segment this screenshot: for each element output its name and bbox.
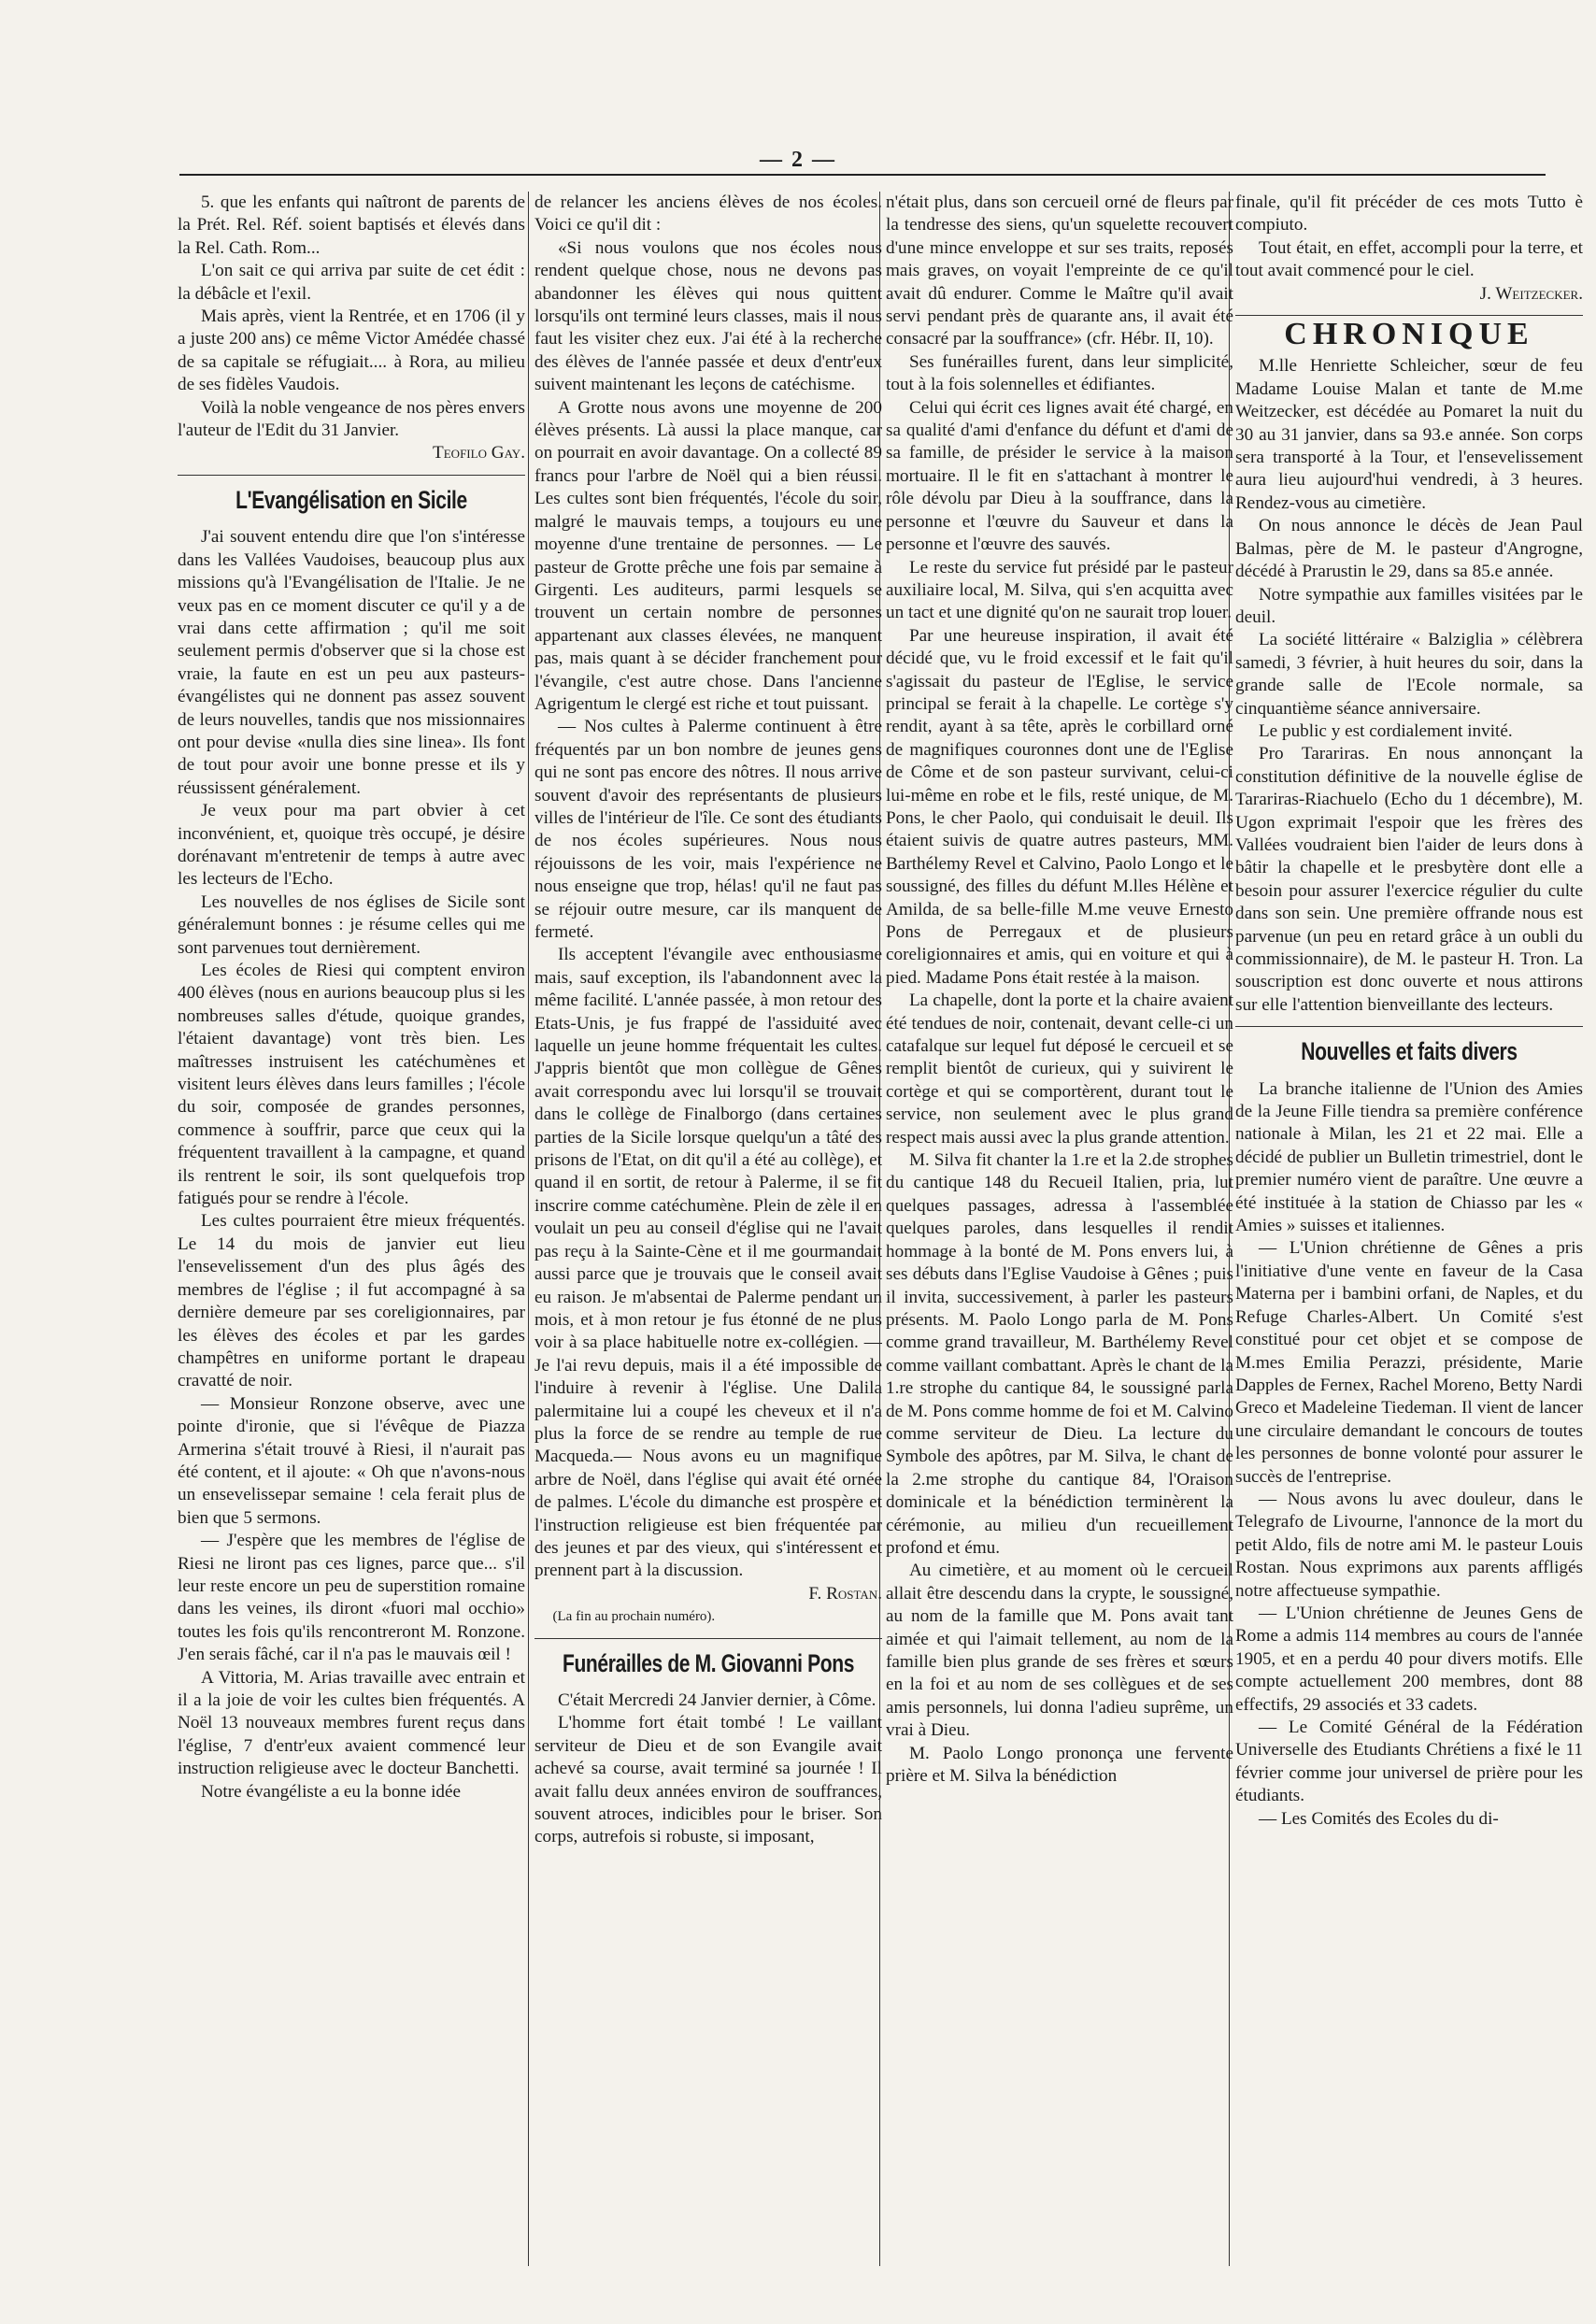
paragraph: Notre évangéliste a eu la bonne idée xyxy=(200,1781,462,1802)
paragraph: Les cultes pourraient être mieux fréquentés. Le 14 du mois de janvier eut lieu l'ensevelissement d'un des plus âgés des membres de l'église ; il fut accompagné à sa dernière demeure par ses coreligionnaires, par les élèves des écoles et par les gardes champêtres en uniforme portant le drapeau cravatté de noir. xyxy=(178,1211,525,1391)
paragraph: Par une heureuse inspiration, il avait été décidé que, vu le froid excessif et le fait qu'il s'agissait du pasteur de l'Eglise, le service principal se ferait à la chapelle. Le cortège s'y rendit, ayant à sa tête, après le corbillard orné de magnifiques couronnes dont une de l'Eglise de Côme et de son pasteur survivant, celui-ci lui-même en robe et le fils, resté unique, de M. Pons, le cher Paolo, qui conduisait le deuil. Ils étaient suivis de quatre autres pasteurs, MM. Barthélemy Revel et Calvino, Paolo Longo et le soussigné, des filles du défunt M.lles Hélène et Amilda, de sa belle-fille M.me veuve Ernesto Pons de Perregaux et de plusieurs coreligionnaires et amis, qui en voiture et qui à pied. Madame Pons était restée à la maison. xyxy=(886,625,1233,988)
paragraph: Pro Tarariras. En nous annonçant la constitution définitive de la nouvelle église de Tarariras-Riachuelo (Echo du 1 décembre), M. Ugon exprimait l'espoir que les frères des Vallées voudraient bien l'aider de leurs dons à bâtir la chapelle et le presbytère dont elle a besoin pour assurer l'exercice régulier du culte dans son sein. Une première offrande nous est parvenue (un peu en retard grâce à un oubli du commissionnaire), de M. le pasteur H. Tron. La souscription est donc ouverte et nous attirons sur elle l'attention bienveillante des lecteurs. xyxy=(1235,744,1583,1015)
paragraph: La chapelle, dont la porte et la chaire avaient été tendues de noir, contenait, devant celle-ci un catafalque sur lequel fut déposé le cercueil et se remplit bientôt de curieux, qui y suivirent le cortège et qui se comportèrent, durant tout le service, non seulement avec le plus grand respect mais aussi avec la plus grande attention. xyxy=(886,991,1233,1148)
paragraph: 5. que les enfants qui naîtront de parents de la Prét. Rel. Réf. soient baptisés et élevés dans la Rel. Cath. Rom... xyxy=(178,192,525,258)
paragraph: Les nouvelles de nos églises de Sicile sont généralemunt bonnes : je résume celles qui me sont parvenues tout dernièrement. xyxy=(178,891,525,958)
paragraph: M.lle Henriette Schleicher, sœur de feu Madame Louise Malan et tante de M.me Weitzecker, est décédée au Pomaret la nuit du 30 au 31 janvier, dans sa 93.e année. Son corps sera transporté à la Tour, et l'ensevelissement aura lieu aujourd'hui vendredi, à 3 heures. Rendez-vous au cimetière. xyxy=(1235,356,1583,513)
paragraph: Au cimetière, et au moment où le cercueil allait être descendu dans la crypte, le soussigné, au nom de la famille que M. Pons avait tant aimée et qui l'aimait tellement, au nom de la famille bien plus grande de ses frères et sœurs en la foi et au nom de ses collègues et de ses amis personnels, lui donna l'adieu suprême, un vrai à Dieu. xyxy=(886,1561,1233,1741)
page-number: — 2 — xyxy=(760,148,836,172)
paragraph: A Vittoria, M. Arias travaille avec entrain et il a la joie de voir les cultes bien fréquentés. A Noël 13 nouveaux membres furent reçus dans l'église, 7 d'entr'eux avaient commencé leur instruction religieuse avec le docteur Banchetti. xyxy=(178,1667,525,1779)
paragraph: Je veux pour ma part obvier à cet inconvénient, et, quoique très occupé, je désire dorénavant m'entretenir de temps à autre avec les lecteurs de l'Echo. xyxy=(178,801,525,890)
paragraph: — Monsieur Ronzone observe, avec une pointe d'ironie, que si l'évêque de Piazza Armerina s'était trouvé à Riesi, il n'aurait pas été content, et il ajoute: « Oh que n'avons-nous un ensevelissepar semaine ! cela ferait plus de bien que 5 sermons. xyxy=(178,1393,525,1528)
article-signature: Teofilo Gay. xyxy=(433,443,525,463)
paragraph: Ses funérailles furent, dans leur simplicité, tout à la fois solennelles et édifiantes. xyxy=(886,351,1233,395)
paragraph: L'homme fort était tombé ! Le vaillant serviteur de Dieu et de son Evangile avait achevé sa course, avait terminé sa journée ! Il avait fallu deux années environ de souffrances, souvent atroces, indicibles pour le briser. Son corps, autrefois si robuste, si imposant, xyxy=(534,1713,882,1847)
paragraph: M. Silva fit chanter la 1.re et la 2.de strophes du cantique 148 du Recueil Italien, pria, lut quelques passages, adressa à l'assemblée quelques paroles, dans lesquelles il rendit hommage à la bonté de M. Pons envers lui, à ses débuts dans l'Eglise Vaudoise à Gênes ; puis il invita, successivement, à parler les pasteurs présents. M. Paolo Longo parla de M. Pons comme grand travailleur, M. Barthélemy Revel comme vaillant combattant. Après le chant de la 1.re strophe du cantique 84, le soussigné parla de M. Pons comme homme de foi et M. Calvino comme serviteur de Dieu. La lecture du Symbole des apôtres, par M. Silva, le chant de la 2.me strophe du cantique 84, l'Oraison dominicale et la bénédiction terminèrent la cérémonie, au milieu d'un recueillement profond et ému. xyxy=(886,1150,1233,1558)
continuation-note: (La fin au prochain numéro). xyxy=(552,1609,716,1625)
paragraph: de relancer les anciens élèves de nos écoles. Voici ce qu'il dit : xyxy=(534,192,882,235)
paragraph: Mais après, vient la Rentrée, et en 1706 (il y a juste 200 ans) ce même Victor Amédée chassé de sa capitale se réfugiait.... à Rora, au milieu de ses fidèles Vaudois. xyxy=(178,307,525,395)
paragraph: — Nous avons lu avec douleur, dans le Telegrafo de Livourne, l'annonce de la mort du petit Aldo, fils de notre ami M. le pasteur Louis Rostan. Nous exprimons aux parents affligés notre affectueuse sympathie. xyxy=(1235,1489,1583,1601)
paragraph: Le reste du service fut présidé par le pasteur auxiliaire local, M. Silva, qui s'en acquitta avec un tact et une dignité qu'on ne saurait trop louer. xyxy=(886,557,1233,623)
paragraph: Voilà la noble vengeance de nos pères envers l'auteur de l'Edit du 31 Janvier. xyxy=(178,397,525,441)
column-2 xyxy=(534,192,882,2266)
column-1 xyxy=(178,192,525,2266)
paragraph: La société littéraire « Balziglia » célèbrera samedi, 3 février, à huit heures du soir, dans la grande salle de l'Ecole normale, sa cinquantième séance anniversaire. xyxy=(1235,630,1583,719)
paragraph: — J'espère que les membres de l'église de Riesi ne liront pas ces lignes, parce que... s'il leur reste encore un peu de superstition romaine dans les veines, ils diront «fuori mal occhio» toutes les fois qu'ils rencontreront M. Ronzone. J'en serais fâché, car il n'a pas le mauvais œil ! xyxy=(178,1531,525,1665)
paragraph: finale, qu'il fit précéder de ces mots Tutto è compiuto. xyxy=(1235,192,1583,235)
column-3 xyxy=(886,192,1233,2266)
paragraph: Celui qui écrit ces lignes avait été chargé, en sa qualité d'ami d'enfance du défunt et d'ami de sa famille, de présider le service à la maison mortuaire. Il le fit en s'attachant à montrer le rôle dévolu par Dieu à la souffrance, dans la personne et l'œuvre du Sauveur et dans la personne et l'œuvre des sauvés. xyxy=(886,397,1233,555)
paragraph: L'on sait ce qui arriva par suite de cet édit : la débâcle et l'exil. xyxy=(178,261,525,304)
article-heading: Funérailles de M. Giovanni Pons xyxy=(562,1648,855,1677)
paragraph: — Le Comité Général de la Fédération Universelle des Etudiants Chrétiens a fixé le 11 février comme jour universel de prière pour les étudiants. xyxy=(1235,1718,1583,1806)
column-divider xyxy=(528,192,529,2266)
paragraph: J'ai souvent entendu dire que l'on s'intéresse dans les Vallées Vaudoises, beaucoup plus aux missions qu'à l'Evangélisation de l'Italie. Je ne veux pas en ce moment discuter ce qu'il y a de vrai dans cette affirmation ; qu'il me soit seulement permis d'observer que si la chose est vraie, la faute en est un peu aux pasteurs-évangélistes qui ne donnent pas assez souvent de leurs nouvelles, tandis que nos missionnaires ont pour devise «nulla dies sine linea». Ils font de tout pour avoir une bonne presse et ils y réussissent généralement. xyxy=(178,527,525,798)
header-rule xyxy=(179,174,1546,176)
paragraph: — Les Comités des Ecoles du di- xyxy=(1258,1808,1499,1829)
article-signature: F. Rostan. xyxy=(808,1583,882,1604)
paragraph: Notre sympathie aux familles visitées par le deuil. xyxy=(1235,584,1583,627)
paragraph: On nous annonce le décès de Jean Paul Balmas, père de M. le pasteur d'Angrogne, décédé à Prarustin le 29, dans sa 85.e année. xyxy=(1235,516,1583,582)
article-signature: J. Weitzecker. xyxy=(1479,283,1583,304)
column-4 xyxy=(1235,192,1583,2266)
paragraph: «Si nous voulons que nos écoles nous rendent quelque chose, nous ne devons pas abandonner les élèves qui nous quittent lorsqu'ils ont terminé leurs classes, mais il nous faut les visiter chez eux. J'ai été à la recherche des élèves de l'année passée et deux d'entr'eux suivent maintenant les leçons de catéchisme. xyxy=(534,237,882,395)
paragraph: M. Paolo Longo prononça une fervente prière et M. Silva la bénédiction xyxy=(886,1743,1233,1787)
paragraph: Le public y est cordialement invité. xyxy=(1258,720,1513,741)
paragraph: Tout était, en effet, accompli pour la terre, et tout avait commencé pour le ciel. xyxy=(1235,237,1583,281)
paragraph: C'était Mercredi 24 Janvier dernier, à Côme. xyxy=(557,1690,876,1710)
paragraph: A Grotte nous avons une moyenne de 200 élèves présents. Là aussi la place manque, car on pourrait en avoir davantage. On a collecté 89 francs pour l'arbre de Noël qui a bien réussi. Les cultes sont bien fréquentés, l'école du soir, malgré le mauvais temps, a toujours eu une moyenne d'une trentaine de personnes. — Le pasteur de Grotte prêche une fois par semaine à Girgenti. Les auditeurs, parmi lesquels se trouvent un certain nombre de personnes appartenant aux classes élevées, ne manquent pas, mais quant à se décider franchement pour l'évangile, c'est autre chose. Dans l'ancienne Agrigentum le clergé est riche et tout puissant. xyxy=(534,397,882,714)
section-heading-chronique: CHRONIQUE xyxy=(1284,317,1534,352)
article-separator xyxy=(1235,1026,1583,1027)
article-separator xyxy=(178,475,525,476)
article-heading: Nouvelles et faits divers xyxy=(1301,1037,1518,1066)
article-heading: L'Evangélisation en Sicile xyxy=(235,485,467,514)
article-separator xyxy=(1235,315,1583,316)
paragraph: Les écoles de Riesi qui comptent environ 400 élèves (nous en aurions beaucoup plus si les nombreuses salles d'étude, quoique grandes, l'étaient davantage) vont très bien. Les maîtresses instruisent les catéchumènes et visitent leurs élèves dans leurs familles ; l'école du soir, composée de grandes personnes, commence à souffrir, parce que ceux qui la fréquentent travaillent à la campagne, et quand ils rentrent le soir, ils sont quelquefois trop fatigués pour se rendre à l'école. xyxy=(178,961,525,1209)
paragraph: — Nos cultes à Palerme continuent à être fréquentés par un bon nombre de jeunes gens qui ne sont pas encore des nôtres. Il nous arrive souvent d'avoir des représentants de plusieurs villes de l'intérieur de l'île. Ce sont des étudiants de nos écoles supérieures. Nous nous réjouissons de les voir, mais l'expérience ne nous enseigne que trop, hélas! qu'il ne faut pas se réjouir outre mesure, car ils manquent de fermeté. xyxy=(534,717,882,942)
paragraph: — L'Union chrétienne de Jeunes Gens de Rome a admis 114 membres au cours de l'année 1905, et en a perdu 40 pour divers motifs. Elle compte actuellement 200 membres, dont 88 effectifs, 29 associés et 33 cadets. xyxy=(1235,1603,1583,1715)
paragraph: — L'Union chrétienne de Gênes a pris l'initiative d'une vente en faveur de la Casa Materna per i bambini orfani, de Naples, et du Refuge Charles-Albert. Un Comité s'est constitué pour cet objet et se compose de M.mes Emilia Perazzi, présidente, Marie Dapples de Fernex, Rachel Moreno, Betty Nardi Greco et Madeleine Tiedeman. Il vient de lancer une circulaire demandant le concours de toutes les personnes de bonne volonté pour assurer le succès de l'entreprise. xyxy=(1235,1238,1583,1487)
article-separator xyxy=(534,1638,882,1639)
paragraph: La branche italienne de l'Union des Amies de la Jeune Fille tiendra sa première conférence nationale à Milan, les 21 et 22 mai. Elle a décidé de publier un Bulletin trimestriel, dont le premier numéro vient de paraître. Une œuvre a été instituée à la station de Chiasso par les « Amies » suisses et italiennes. xyxy=(1235,1078,1583,1236)
paragraph: Ils acceptent l'évangile avec enthousiasme mais, sauf exception, ils l'abandonnent avec la même facilité. L'année passée, à mon retour des Etats-Unis, je fus frappé de l'assiduité avec laquelle un jeune homme fréquentait les cultes. J'appris bientôt que mon collègue de Gênes avait correspondu avec lui lorsqu'il se trouvait dans le collège de Finalborgo (dans certaines parties de la Sicile lorsque quelqu'un a tâté des prisons de l'Etat, on dit qu'il a été au collège), et quand il en sortit, de retour à Palerme, il se fit inscrire comme catéchumène. Plein de zèle il en voulait un peu au conseil d'église qui ne l'avait pas reçu à la Sainte-Cène et il me gourmandait aussi parce que je trouvais que le conseil avait eu raison. Je m'absentai de Palerme pendant un mois, et à mon retour je fus étonné de ne plus voir à sa place habituelle notre ex-collégien. — Je l'ai revu depuis, mais il a été impossible de l'induire à revenir à l'église. Une Dalila palermitaine lui a coupé les cheveux et il n'a plus la force de se rendre au temple de rue Macqueda.— Nous avons eu un magnifique arbre de Noël, dans l'église qui avait été ornée de palmes. L'école du dimanche est prospère et l'instruction religieuse est bien fréquentée par des jeunes et par des vieux, qui s'intéressent et prennent part à la discussion. xyxy=(534,945,882,1581)
paragraph: n'était plus, dans son cercueil orné de fleurs par la tendresse des siens, qu'un squelette recouvert d'une mince enveloppe et sur ses traits, reposés mais graves, on voyait l'empreinte de ce qu'il avait dû endurer. Comme le Maître qu'il avait servi pendant près de quarante ans, il avait été consacré par la souffrance» (cfr. Hébr. II, 10). xyxy=(886,192,1233,349)
